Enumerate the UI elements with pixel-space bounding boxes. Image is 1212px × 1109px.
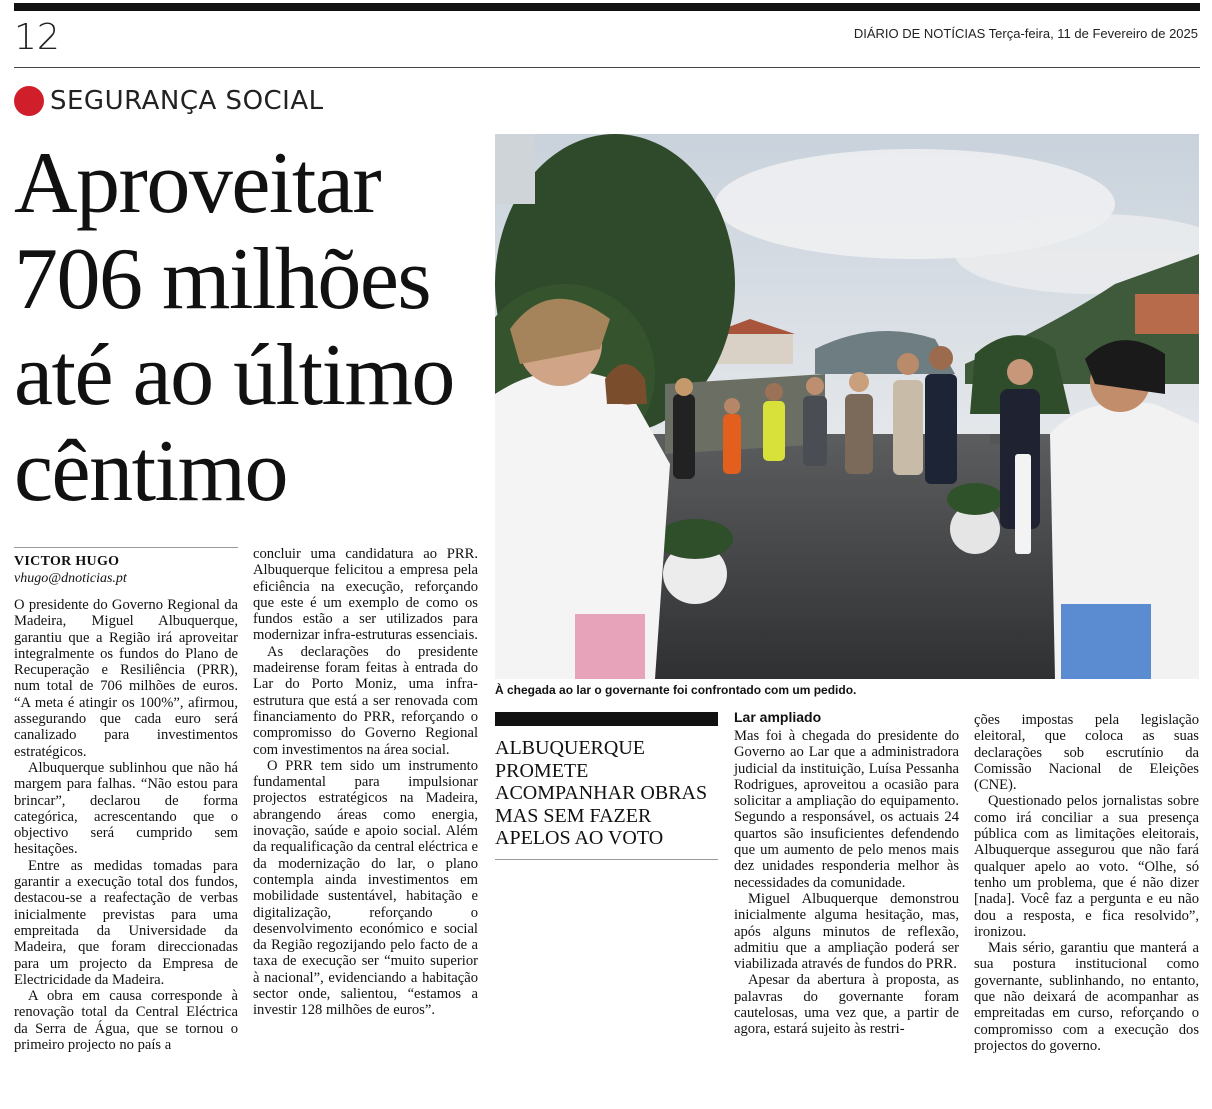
section-dot-icon	[14, 86, 44, 116]
masthead-dateline: DIÁRIO DE NOTÍCIAS Terça-feira, 11 de Fevereiro de 2025	[853, 26, 1198, 41]
pull-quote-bar	[495, 712, 718, 726]
author-email: vhugo@dnoticias.pt	[14, 571, 127, 586]
paragraph: Questionado pelos jornalistas sobre como irá conciliar a sua presença pública com as limitações eleitorais, Albuquerque assegurou que não fará qualquer apelo ao voto. “Olhe, só tenho um problema, que é não dizer [nada]. Você faz a pergunta e eu não dou a resposta, e fica resolvido”, ironizou.	[974, 793, 1199, 940]
article-photo	[495, 134, 1199, 679]
photo-caption: À chegada ao lar o governante foi confrontado com um pedido.	[495, 683, 857, 697]
body-column-1	[14, 597, 238, 1053]
byline-divider	[14, 547, 238, 548]
header-divider	[14, 67, 1200, 68]
paragraph: O PRR tem sido um instrumento fundamental para impulsionar projectos estratégicos na Madeira, abrangendo áreas como energia, inovação, saúde e apoio social. Além da requalificação da central eléctrica e da modernização do lar, o plano contempla ainda investimentos em mobilidade sustentável, habitação e digitalização, reforçando o desenvolvimento económico e social da Região regozijando pelo facto de a taxa de execução ser “muito superior à nacional”, evidenciando a habitação sector onde, salientou, “estamos a investir 128 milhões de euros”.	[253, 757, 478, 1019]
headline-line: Aproveitar	[14, 135, 381, 232]
paragraph: A obra em causa corresponde à renovação total da Central Eléctrica da Serra de Água, que se tornou o primeiro projecto no país a	[14, 988, 238, 1054]
body-column-4	[974, 712, 1199, 1054]
headline-line: cêntimo	[14, 423, 287, 520]
body-column-3	[734, 728, 959, 1038]
pull-quote-line: MAS SEM FAZER	[495, 804, 652, 827]
paragraph: Mas foi à chegada do presidente do Governo ao Lar que a administradora judicial da instituição, Luísa Pessanha Rodrigues, aproveitou a ocasião para solicitar a ampliação do equipamento. Segundo a responsável, os actuais 24 quartos são insuficientes defendendo que um aumento de pelo menos mais dez unidades responderia melhor às necessidades da comunidade.	[734, 728, 959, 891]
paragraph: Apesar da abertura à proposta, as palavras do governante foram cautelosas, uma vez que, a partir de agora, estará sujeito às restri-	[734, 972, 959, 1038]
subhead: Lar ampliado	[734, 709, 822, 725]
paragraph: O presidente do Governo Regional da Madeira, Miguel Albuquerque, garantiu que a Região irá aproveitar integralmente os fundos do Plano de Recuperação e Resiliência (PRR), num total de 706 milhões de euros. “A meta é atingir os 100%”, afirmou, assegurando que cada euro será canalizado para investimentos estratégicos.	[14, 597, 238, 760]
pull-quote-line: ALBUQUERQUE	[495, 737, 645, 759]
author-name: VICTOR HUGO	[14, 554, 120, 569]
paragraph: ções impostas pela legislação eleitoral, que coloca as suas declarações sob escrutínio da Comissão Nacional de Eleições (CNE).	[974, 712, 1199, 794]
headline-line: até ao último	[14, 327, 454, 424]
paragraph: Albuquerque sublinhou que não há margem para falhas. “Não estou para brincar”, declarou de forma categórica, acrescentando que o objectivo será cumprido sem hesitações.	[14, 759, 238, 858]
body-column-2	[253, 546, 478, 1019]
page-number: 12	[14, 17, 60, 58]
top-rule-bar	[14, 3, 1200, 11]
paragraph: concluir uma candidatura ao PRR. Albuquerque felicitou a empresa pela eficiência na execução, reforçando que este é um exemplo de como os fundos estão a ser utilizados para modernizar infra-estruturas essenciais.	[253, 546, 478, 644]
pull-quote-line: PROMETE	[495, 759, 589, 782]
photo-illustration	[495, 134, 1199, 679]
pull-quote-line: APELOS AO VOTO	[495, 827, 664, 849]
paragraph: Mais sério, garantiu que manterá a sua postura institucional como governante, sublinhando, no entanto, que não deixará de acompanhar as empreitadas em curso, reforçando o compromisso com a execução dos projectos do governo.	[974, 940, 1199, 1054]
paragraph: Miguel Albuquerque demonstrou inicialmente alguma hesitação, mas, após alguns minutos de reflexão, admitiu que a ampliação poderá ser viabilizada através de fundos do PRR.	[734, 890, 959, 973]
pull-quote-line: ACOMPANHAR OBRAS	[495, 782, 708, 804]
headline-line: 706 milhões	[14, 231, 431, 328]
pull-quote	[495, 737, 718, 850]
paragraph: Entre as medidas tomadas para garantir a execução total dos fundos, destacou-se a reafectação de verbas inicialmente previstas para uma empreitada da Universidade da Madeira, que foram direccionadas para um projecto da Empresa de Electricidade da Madeira.	[14, 857, 238, 988]
section-label: SEGURANÇA SOCIAL	[50, 86, 324, 116]
headline	[14, 136, 484, 520]
pull-quote-divider	[495, 859, 718, 860]
paragraph: As declarações do presidente madeirense foram feitas à entrada do Lar do Porto Moniz, uma infra-estrutura que está a ser renovada com financiamento do PRR, reforçando o compromisso do Governo Regional com investimentos na área social.	[253, 643, 478, 758]
